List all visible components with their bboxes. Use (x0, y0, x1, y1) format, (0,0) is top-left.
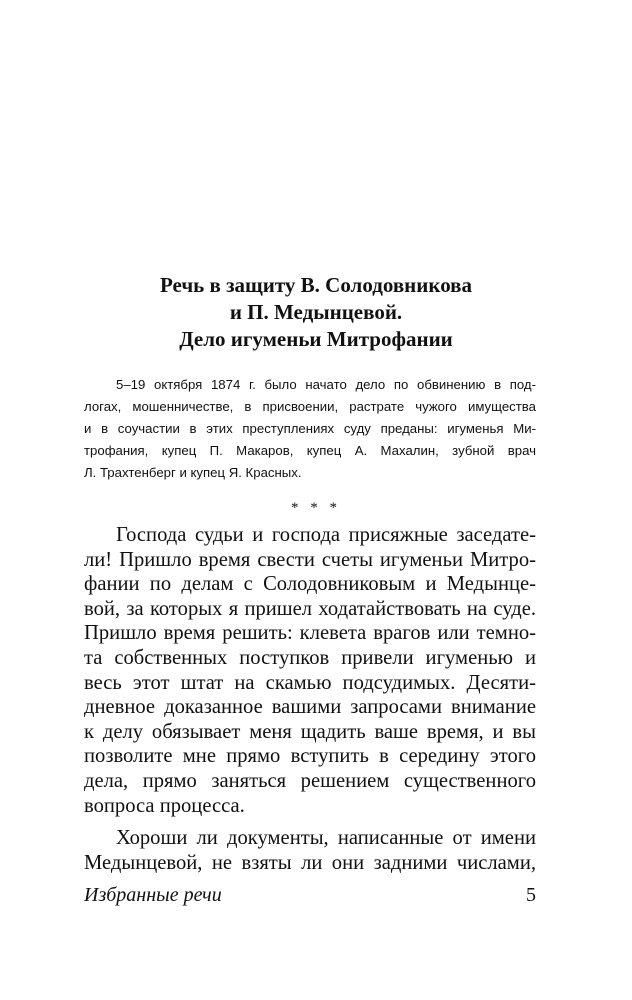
text-line: ли! Пришло время свести счеты игуменьи Митро- (84, 548, 536, 571)
text-line: та собственных поступков привели игуменью и (84, 646, 536, 669)
chapter-title-line: и П. Медынцевой. (229, 300, 403, 324)
text-line: фании по делам с Солодовниковым и Медынце- (84, 573, 536, 596)
summary-line: Л. Трахтенберг и купец Я. Красных. (84, 465, 302, 480)
summary-line: 5–19 октября 1874 г. было начато дело по обвинению в под- (116, 377, 536, 392)
speech-text (84, 523, 536, 875)
summary-line: трофания, купец П. Макаров, купец А. Махалин, зубной врач (84, 443, 536, 458)
text-line: Медынцевой, не взяты ли они задними числами, (84, 851, 536, 874)
chapter-title-line: Речь в защиту В. Солодовникова (159, 273, 473, 297)
text-line: к делу обязывает меня щадить ваше время, и вы (84, 720, 536, 743)
text-line: Господа судьи и господа присяжные заседате- (116, 524, 536, 546)
case-summary (84, 374, 536, 484)
running-footer-title: Избранные речи (84, 884, 222, 906)
text-line: вой, за которых я пришел ходатайствовать на суде. (84, 597, 536, 620)
text-line: Хороши ли документы, написанные от имени (116, 827, 536, 850)
section-separator: * * * (291, 500, 341, 516)
text-line: Пришло время решить: клевета врагов или темно- (84, 622, 536, 645)
text-line: вопроса процесса. (84, 794, 245, 817)
chapter-title (0, 272, 632, 353)
text-line: позволите мне прямо вступить в середину этого (84, 745, 536, 768)
text-line: весь этот штат на скамью подсудимых. Десяти- (84, 671, 536, 694)
text-line: дела, прямо заняться решением существенного (84, 769, 536, 792)
chapter-title-line: Дело игуменьи Митрофании (179, 327, 453, 351)
summary-line: логах, мошенничестве, в присвоении, растрате чужого имущества (84, 399, 536, 414)
text-line: дневное доказанное вашими запросами внимание (84, 696, 536, 719)
summary-line: и в соучастии в этих преступлениях суду преданы: игуменья Ми- (84, 421, 536, 436)
page-number: 5 (526, 884, 536, 906)
